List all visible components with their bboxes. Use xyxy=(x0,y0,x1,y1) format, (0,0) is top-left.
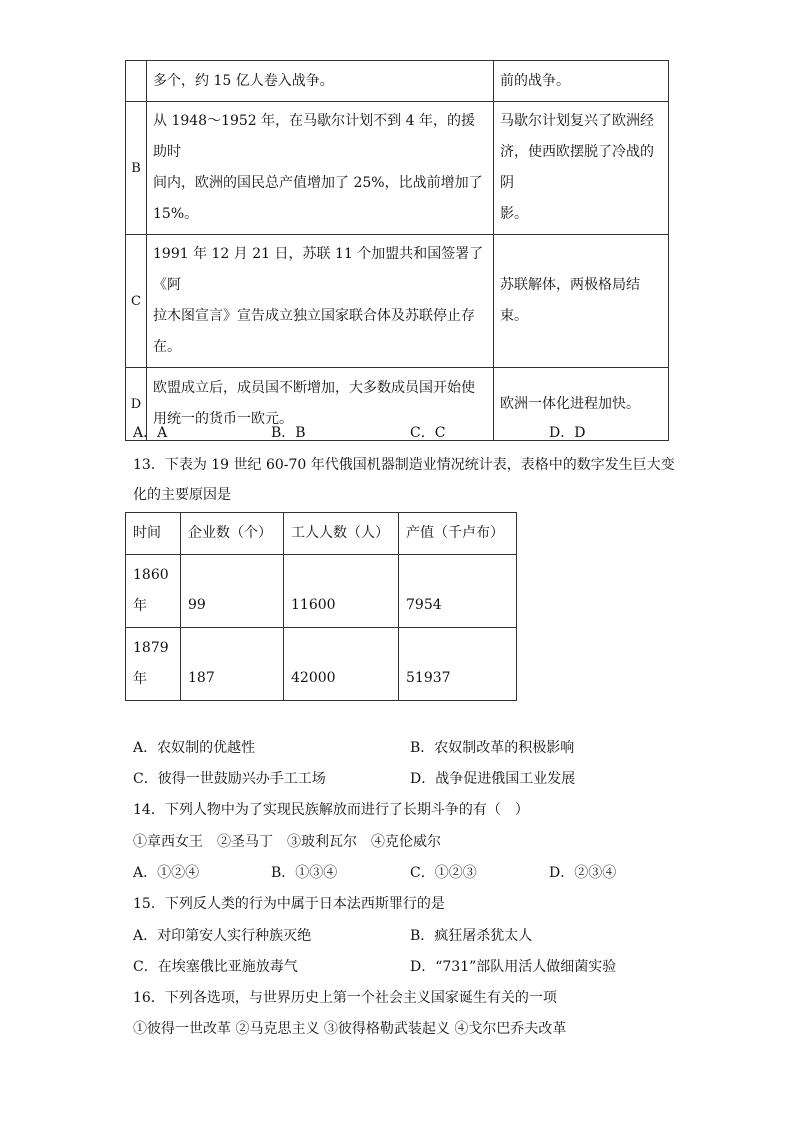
q12-option-b[interactable]: B．B xyxy=(271,425,306,441)
q12-table xyxy=(125,60,669,441)
table-header-row xyxy=(126,513,517,555)
q13-stem-line2: 化的主要原因是 xyxy=(133,487,231,503)
q14-option-d[interactable]: D．②③④ xyxy=(549,865,617,881)
firms-cell: 99 xyxy=(181,555,284,628)
q13-option-d[interactable]: D．战争促进俄国工业发展 xyxy=(410,771,576,787)
q13-option-c[interactable]: C．彼得一世鼓励兴办手工工场 xyxy=(133,771,326,787)
header-cell: 工人人数（人） xyxy=(284,513,399,555)
header-cell: 企业数（个） xyxy=(181,513,284,555)
result-cell: 欧洲一体化进程加快。 xyxy=(494,368,669,441)
q12-option-c[interactable]: C．C xyxy=(410,425,446,441)
result-cell: 前的战争。 xyxy=(494,61,669,102)
year-cell: 1879 年 xyxy=(126,628,181,701)
q15-option-b[interactable]: B．疯狂屠杀犹太人 xyxy=(410,928,533,944)
table-row xyxy=(126,555,517,628)
q13-option-a[interactable]: A．农奴制的优越性 xyxy=(133,740,256,756)
q16-items: ①彼得一世改革 ②马克思主义 ③彼得格勒武装起义 ④戈尔巴乔夫改革 xyxy=(133,1021,567,1037)
header-cell: 产值（千卢布） xyxy=(399,513,517,555)
q12-option-d[interactable]: D．D xyxy=(549,425,586,441)
header-cell: 时间 xyxy=(126,513,181,555)
row-label xyxy=(126,61,147,102)
event-cell: 1991 年 12 月 21 日，苏联 11 个加盟共和国签署了《阿 拉木图宣言》宣告成立独立国家联合体及苏联停止存 在。 xyxy=(147,235,494,368)
q14-items: ①章西女王 ②圣马丁 ③玻利瓦尔 ④克伦威尔 xyxy=(133,834,441,850)
q13-stem-line1: 13．下表为 19 世纪 60-70 年代俄国机器制造业情况统计表，表格中的数字发生巨大变 xyxy=(133,457,675,473)
q15-option-a[interactable]: A．对印第安人实行种族灭绝 xyxy=(133,928,312,944)
q14-option-a[interactable]: A．①②④ xyxy=(133,865,200,881)
table-row xyxy=(126,628,517,701)
workers-cell: 42000 xyxy=(284,628,399,701)
table-row xyxy=(126,235,669,368)
q15-option-c[interactable]: C．在埃塞俄比亚施放毒气 xyxy=(133,959,298,975)
table-row xyxy=(126,61,669,102)
event-cell: 从 1948～1952 年，在马歇尔计划不到 4 年，的援助时 间内，欧洲的国民总产值增加了 25%，比战前增加了 15%。 xyxy=(147,102,494,235)
year-cell: 1860 年 xyxy=(126,555,181,628)
q16-stem: 16．下列各选项，与世界历史上第一个社会主义国家诞生有关的一项 xyxy=(133,990,557,1006)
workers-cell: 11600 xyxy=(284,555,399,628)
value-cell: 51937 xyxy=(399,628,517,701)
q14-option-c[interactable]: C．①②③ xyxy=(410,865,477,881)
q14-option-b[interactable]: B．①③④ xyxy=(271,865,338,881)
row-label: D xyxy=(126,368,147,441)
event-cell: 多个，约 15 亿人卷入战争。 xyxy=(147,61,494,102)
q13-option-b[interactable]: B．农奴制改革的积极影响 xyxy=(410,740,575,756)
q14-stem: 14．下列人物中为了实现民族解放而进行了长期斗争的有（ ） xyxy=(133,802,529,818)
row-label: C xyxy=(126,235,147,368)
table-row xyxy=(126,102,669,235)
event-cell: 欧盟成立后，成员国不断增加，大多数成员国开始使 用统一的货币一欧元。 xyxy=(147,368,494,441)
q15-option-d[interactable]: D．“731”部队用活人做细菌实验 xyxy=(410,959,617,975)
result-cell: 马歇尔计划复兴了欧洲经 济，使西欧摆脱了冷战的阴 影。 xyxy=(494,102,669,235)
firms-cell: 187 xyxy=(181,628,284,701)
row-label: B xyxy=(126,102,147,235)
q15-stem: 15．下列反人类的行为中属于日本法西斯罪行的是 xyxy=(133,896,445,912)
q13-table xyxy=(125,512,517,701)
table-row xyxy=(126,368,669,441)
value-cell: 7954 xyxy=(399,555,517,628)
result-cell: 苏联解体，两极格局结束。 xyxy=(494,235,669,368)
q12-option-a[interactable]: A．A xyxy=(133,425,168,441)
